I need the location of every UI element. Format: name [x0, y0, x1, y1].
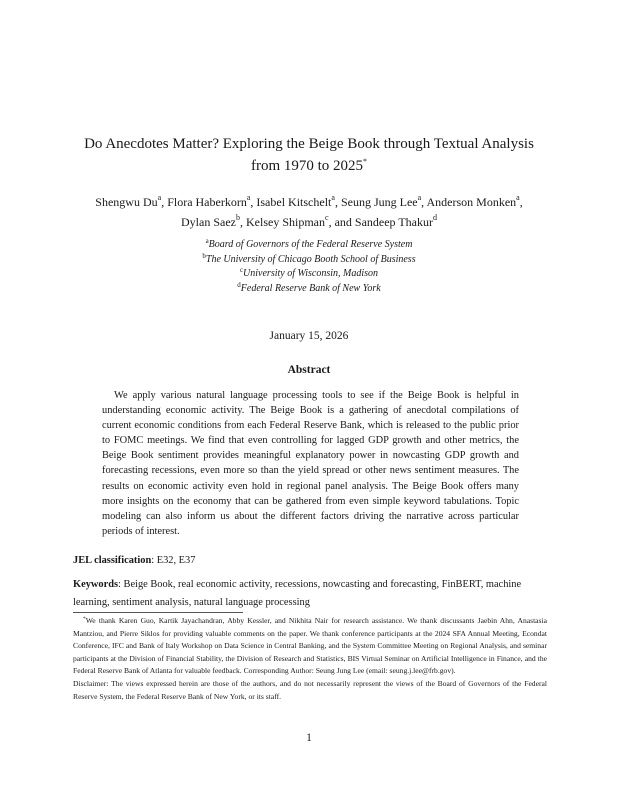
jel-label: JEL classification	[73, 555, 152, 566]
author-mark: a	[246, 193, 251, 202]
author-name: Shengwu Du	[95, 195, 158, 209]
paper-title	[40, 133, 578, 177]
author-mark: a	[157, 193, 162, 202]
title-line-2	[40, 155, 578, 177]
title-footnote	[73, 615, 547, 678]
affiliation-mark: c	[239, 266, 244, 274]
affiliation-mark: d	[237, 280, 241, 289]
title-footnote-mark: *	[363, 157, 368, 166]
affiliation-name: Federal Reserve Bank of New York	[240, 282, 381, 294]
footnote-disclaimer: Disclaimer: The views expressed herein are those of the authors, and do not necessarily represent the views of the Board of Governors of the Federal Reserve System, the Federal Reserve Bank of New York, or its staff.	[73, 679, 547, 701]
author-mark: b	[236, 213, 240, 222]
affiliation-name: The University of Chicago Booth School of Business	[205, 253, 416, 265]
author-line-1: Shengwu Du$^a$, Flora Haberkorn$^a$, Isabel Kitschelt$^a$, Seung Jung Lee$^a$, Anderson Monken$^a$,	[95, 193, 523, 209]
jel-classification	[73, 555, 548, 566]
author-list	[30, 192, 588, 232]
author-mark: c	[325, 213, 329, 222]
author-line-2: Dylan Saez$^b$, Kelsey Shipman$^c$, and Sandeep Thakur$^d$	[181, 213, 437, 229]
author-name: Anderson Monken	[426, 195, 517, 209]
footnote-text: We thank Karen Guo, Kartik Jayachandran, Abby Kessler, and Nikhita Nair for research assistance. We thank discussants Jaebin Ahn, Anastasia Mantziou, and Pierre Siklos for providing valuable comments on the paper. We thank conference participants at the 2024 SFA Annual Meeting, Econdat Conference, IFC and Bank of Italy Workshop on Data Science in Central Banking, and the System Committee Meeting on Regional Analysis, and seminar participants at the Division of Financial Stability, the Division of Research and Statistics, BIS Virtual Seminar on Artificial Intelligence in Finance, and the Federal Reserve Bank of Atlanta for valuable feedback. Corresponding Author: Seung Jung Lee (email: seung.j.lee@frb.gov).	[73, 616, 547, 676]
paper-date: January 15, 2026	[269, 330, 349, 342]
author-name: Seung Jung Lee	[340, 195, 418, 209]
keywords-value: : Beige Book, real economic activity, recessions, nowcasting and forecasting, FinBERT, machine learning, sentiment analysis, natural language processing	[73, 579, 522, 608]
affiliation-list	[60, 238, 558, 296]
title-line-1: Do Anecdotes Matter? Exploring the Beige Book through Textual Analysis	[84, 136, 534, 152]
author-mark: a	[516, 193, 520, 202]
affiliation-item	[60, 282, 558, 297]
abstract-text: We apply various natural language processing tools to see if the Beige Book is helpful in understanding economic activity. The Beige Book is a gathering of anecdotal compilations of current economic conditions from each Federal Reserve Bank, which is released to the public prior to FOMC meetings. We find that even controlling for lagged GDP growth and other metrics, the Beige Book sentiment provides meaningful explanatory power in nowcasting GDP growth and forecasting recessions, even more so than the yield spread or other news sentiment measures. The results on economic activity even hold in regional panel analysis. The Beige Book offers many more insights on the economy that can be gathered from even simple keyword tabulations. Topic modeling can also inform us about the different factors driving the narrative across particular periods of interest.	[102, 390, 519, 537]
author-mark: d	[432, 213, 437, 222]
keywords	[73, 576, 549, 612]
author-name: Sandeep Thakur	[354, 215, 433, 229]
author-name: Kelsey Shipman	[246, 215, 325, 229]
affiliation-item	[60, 253, 558, 268]
author-name: Isabel Kitschelt	[256, 195, 332, 209]
affiliation-mark: b	[202, 251, 206, 260]
author-mark: a	[331, 193, 335, 202]
footnote-divider	[73, 612, 243, 613]
affiliation-item	[60, 267, 558, 282]
author-name: Flora Haberkorn	[167, 195, 247, 209]
affiliation-item	[60, 238, 558, 253]
affiliation-name: University of Wisconsin, Madison	[243, 268, 379, 279]
footnote-mark: *	[83, 616, 86, 622]
author-mark: a	[417, 193, 422, 202]
title-line-2-text: from 1970 to 2025	[250, 158, 364, 174]
author-name: Dylan Saez	[181, 215, 236, 229]
affiliation-name: Board of Governors of the Federal Reserve System	[208, 239, 413, 250]
page-number: 1	[306, 732, 312, 744]
abstract-heading: Abstract	[287, 364, 331, 376]
jel-value: : E32, E37	[151, 555, 196, 566]
affiliation-mark: a	[205, 237, 209, 245]
author-connector: and	[334, 215, 352, 229]
keywords-label: Keywords	[73, 579, 119, 590]
